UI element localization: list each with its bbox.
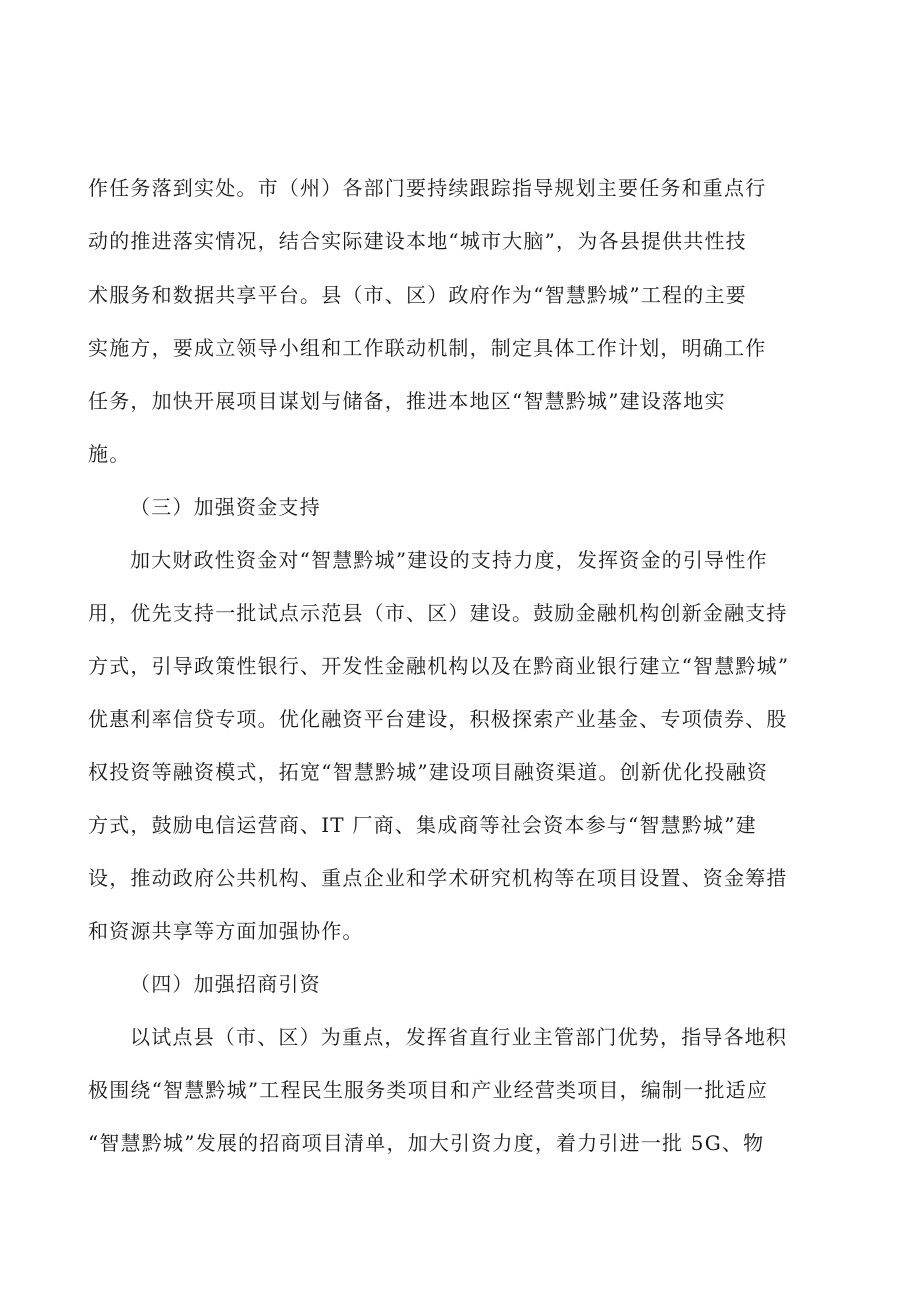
paragraph-line: 施。 [88,442,131,466]
section-heading-funding: （三）加强资金支持 [130,495,321,519]
paragraph-line: 方式，鼓励电信运营商、IT 厂商、集成商等社会资本参与“智慧黔城”建 [88,813,757,837]
paragraph-line: 权投资等融资模式，拓宽“智慧黔城”建设项目融资渠道。创新优化投融资 [88,760,769,784]
paragraph-line: 极围绕“智慧黔城”工程民生服务类项目和产业经营类项目，编制一批适应 [88,1078,769,1102]
section-heading-investment: （四）加强招商引资 [130,972,321,996]
paragraph-line: 实施方，要成立领导小组和工作联动机制，制定具体工作计划，明确工作 [88,336,767,360]
paragraph-line: 以试点县（市、区）为重点，发挥省直行业主管部门优势，指导各地积 [130,1025,788,1049]
paragraph-line: 术服务和数据共享平台。县（市、区）政府作为“智慧黔城”工程的主要 [88,283,747,307]
paragraph-line: 方式，引导政策性银行、开发性金融机构以及在黔商业银行建立“智慧黔城” [88,654,790,678]
paragraph-line: 加大财政性资金对“智慧黔城”建设的支持力度，发挥资金的引导性作 [130,548,768,572]
paragraph-line: 设，推动政府公共机构、重点企业和学术研究机构等在项目设置、资金筹措 [88,866,788,890]
paragraph-line: 作任务落到实处。市（州）各部门要持续跟踪指导规划主要任务和重点行 [88,176,767,200]
paragraph-line: 用，优先支持一批试点示范县（市、区）建设。鼓励金融机构创新金融支持 [88,601,788,625]
paragraph-line: “智慧黔城”发展的招商项目清单，加大引资力度，着力引进一批 5G、物 [88,1131,765,1155]
paragraph-line: 动的推进落实情况，结合实际建设本地“城市大脑”，为各县提供共性技 [88,229,747,253]
paragraph-line: 优惠利率信贷专项。优化融资平台建设，积极探索产业基金、专项债券、股 [88,707,788,731]
paragraph-line: 和资源共享等方面加强协作。 [88,919,364,943]
paragraph-line: 任务，加快开展项目谋划与储备，推进本地区“智慧黔城”建设落地实 [88,389,726,413]
